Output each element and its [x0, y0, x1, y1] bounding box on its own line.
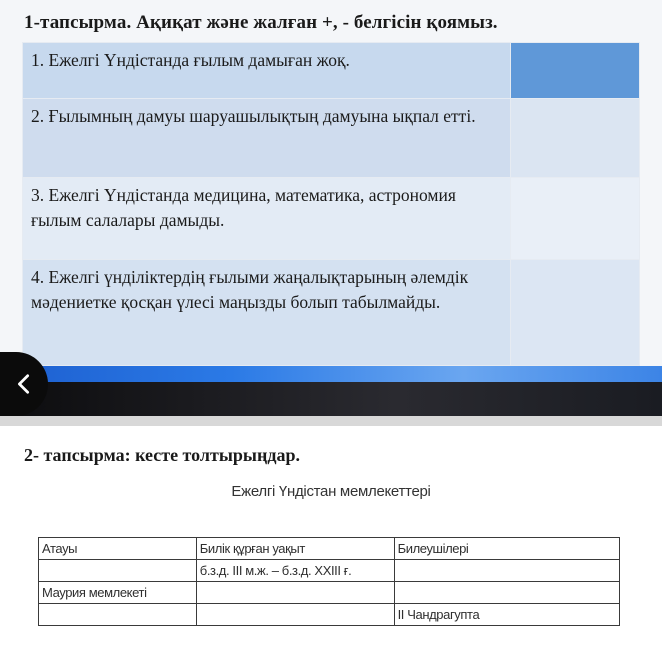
answer-cell-2[interactable]: [511, 99, 640, 178]
table-row: [23, 43, 640, 99]
cell-r3-name[interactable]: [39, 604, 197, 626]
cell-r2-rulers[interactable]: [394, 582, 619, 604]
cell-r1-period[interactable]: б.з.д. ІІІ м.ж. – б.з.д. ХХІІІ ғ.: [196, 560, 394, 582]
table-row: [39, 560, 620, 582]
cell-r2-name[interactable]: Маурия мемлекеті: [39, 582, 197, 604]
states-table: [38, 537, 620, 626]
cell-r1-name[interactable]: [39, 560, 197, 582]
header-rulers: Билеушілері: [394, 538, 619, 560]
cell-r3-period[interactable]: [196, 604, 394, 626]
cell-r1-rulers[interactable]: [394, 560, 619, 582]
chevron-left-icon: [13, 373, 35, 395]
table-row: [39, 582, 620, 604]
dark-band: [0, 382, 662, 416]
statement-3: 3. Ежелгі Үндістанда медицина, математика, астрономия ғылым салалары дамыды.: [23, 178, 511, 260]
table-row: [23, 178, 640, 260]
answer-cell-3[interactable]: [511, 178, 640, 260]
blue-band: [0, 366, 662, 382]
true-false-table: [22, 42, 640, 366]
answer-cell-1[interactable]: [511, 43, 640, 99]
header-period: Билік құрған уақыт: [196, 538, 394, 560]
task2-heading: 2- тапсырма: кесте толтырыңдар.: [24, 445, 300, 465]
table-title: Ежелгі Үндістан мемлекеттері: [231, 483, 431, 500]
statement-2: 2. Ғылымның дамуы шаруашылықтың дамуына ықпал етті.: [23, 99, 511, 178]
header-name: Атауы: [39, 538, 197, 560]
cell-r2-period[interactable]: [196, 582, 394, 604]
table-row: [23, 99, 640, 178]
image-boundary-strip: [0, 366, 662, 416]
answer-cell-4[interactable]: [511, 260, 640, 366]
header-row: [39, 538, 620, 560]
divider: [0, 416, 662, 426]
table-row: [39, 604, 620, 626]
table-row: [23, 260, 640, 366]
statement-4: 4. Ежелгі үнділіктердің ғылыми жаңалықтарының әлемдік мәдениетке қосқан үлесі маңызды болып табылмайды.: [23, 260, 511, 366]
cell-r3-rulers[interactable]: ІІ Чандрагупта: [394, 604, 619, 626]
statement-1: 1. Ежелгі Үндістанда ғылым дамыған жоқ.: [23, 43, 511, 99]
task1-heading: 1-тапсырма. Ақиқат және жалған +, - белгісін қоямыз.: [24, 12, 498, 33]
